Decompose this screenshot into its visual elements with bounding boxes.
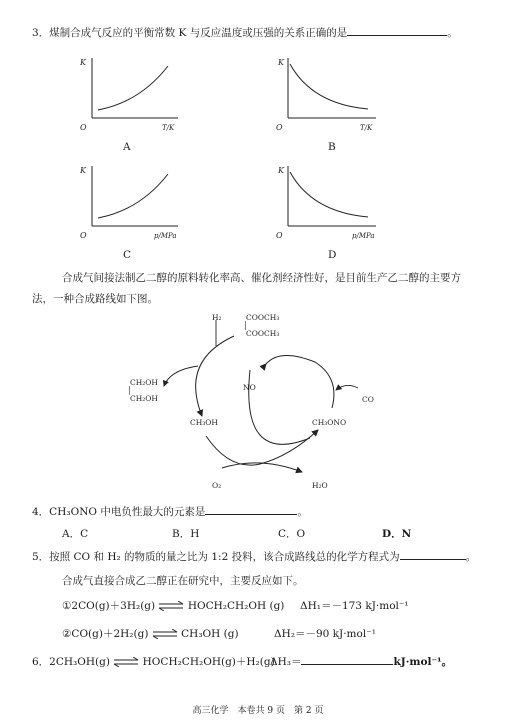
graph-d [272,160,392,240]
graph-b [272,52,392,132]
equilibrium-arrow-icon [152,629,178,639]
graph-c-origin: O [80,231,87,240]
q4-answer-blank[interactable] [205,514,297,515]
label-h2o: H₂O [312,481,328,490]
graph-d-origin: O [276,231,283,240]
q6-answer [270,656,452,669]
graph-a-xlabel: T/K [162,124,175,132]
reaction-2-right: CH₃OH (g) [181,628,239,640]
q3-prompt [32,27,458,40]
graph-d-xlabel: p/MPa [352,232,375,240]
graph-b-letter: B [328,141,336,153]
q6-unit: kJ·mol⁻¹。 [393,656,453,668]
arc-ch3ono-to-ester [266,355,334,408]
intro-line-1: 合成气间接法制乙二醇的原料转化率高、催化剂经济性好，是目前生产乙二醇的主要方 [62,272,461,284]
reaction-2 [62,628,239,641]
q3-answer-blank[interactable] [347,35,447,36]
graph-b-xlabel: T/K [360,124,373,132]
equilibrium-arrow-icon [113,657,139,667]
label-glycol-2: CH₂OH [130,394,158,403]
q6-right: HOCH₂CH₂OH(g)＋H₂(g) [142,656,275,668]
reaction-1 [62,600,284,613]
glycol-bond: │ [127,386,132,395]
q4-option-a[interactable]: A．C [62,528,89,540]
page-footer: 高三化学 本卷共 9 页 第 2 页 [192,706,324,716]
q4-prompt [32,506,308,519]
graph-c [70,160,190,240]
graph-a-letter: A [123,141,131,153]
equilibrium-arrow-icon [158,601,184,611]
q3-end: 。 [447,27,458,39]
arc-ch3oh-down [206,436,260,465]
q5-prompt-text: 5．按照 CO 和 H₂ 的物质的量之比为 1:2 投料，该合成路线总的化学方程式为 [32,551,400,563]
graph-b-origin: O [276,123,283,132]
graph-b-curve [290,64,368,109]
graph-a-curve [98,66,168,110]
graph-d-ylabel: K [278,166,284,175]
q5-prompt [32,551,476,564]
graph-a-ylabel: K [80,58,86,67]
label-ch3ono: CH₃ONO [312,418,347,427]
graph-b-ylabel: K [278,58,284,67]
graph-a [70,52,190,132]
reaction-1-left: ①2CO(g)＋3H₂(g) [62,600,156,612]
arrow-to-glycol [164,366,198,386]
label-o2: O₂ [212,481,222,490]
arc-o2-to-h2o [222,463,302,472]
q5-answer-blank[interactable] [400,559,466,560]
reaction-1-dh: ΔH₁＝－173 kJ·mol⁻¹ [300,600,409,612]
graph-d-letter: D [328,249,337,261]
arc-h2-to-ch3oh [196,336,234,416]
graph-c-letter: C [123,249,132,261]
synthesis-cycle-diagram [110,306,410,498]
arc-no-bottom [249,370,310,444]
q4-option-d[interactable]: D．N [382,528,412,540]
q5-note: 合成气直接合成乙二醇正在研究中，主要反应如下。 [62,575,304,587]
q4-prompt-text: 4．CH₃ONO 中电负性最大的元素是 [32,506,206,518]
q6-line [32,656,275,669]
label-ester-1: COOCH₃ [246,313,280,322]
reaction-2-dh: ΔH₂＝－90 kJ·mol⁻¹ [274,628,376,640]
q4-end: 。 [297,506,308,518]
q4-option-c[interactable]: C．O [278,528,306,540]
label-glycol-1: CH₂OH [130,378,158,387]
q3-prompt-text: 3．煤制合成气反应的平衡常数 K 与反应温度或压强的关系正确的是 [32,27,348,39]
q6-left: 6．2CH₃OH(g) [32,656,110,668]
reaction-1-right: HOCH₂CH₂OH (g) [187,600,285,612]
graph-c-xlabel: p/MPa [154,232,177,240]
q4-option-b[interactable]: B．H [172,528,200,540]
label-ch3oh: CH₃OH [190,418,218,427]
graph-d-curve [290,172,368,217]
label-ester-2: COOCH₃ [246,329,280,338]
label-co: CO [362,395,374,404]
label-no: NO [243,383,256,392]
q6-answer-blank[interactable] [301,664,393,665]
arrow-co-in [336,385,358,390]
label-h2: H₂ [212,313,222,322]
arc-to-ch3ono [260,430,318,464]
intro-line-2: 法，一种合成路线如下图。 [32,293,158,305]
q5-end: 。 [465,551,477,563]
graph-c-curve [98,174,168,218]
reaction-2-left: ②CO(g)＋2H₂(g) [62,628,149,640]
graph-c-ylabel: K [80,166,86,175]
graph-a-origin: O [80,123,87,132]
q6-dh-label: ΔH₃＝ [270,656,302,668]
ester-bond: │ [243,321,248,330]
